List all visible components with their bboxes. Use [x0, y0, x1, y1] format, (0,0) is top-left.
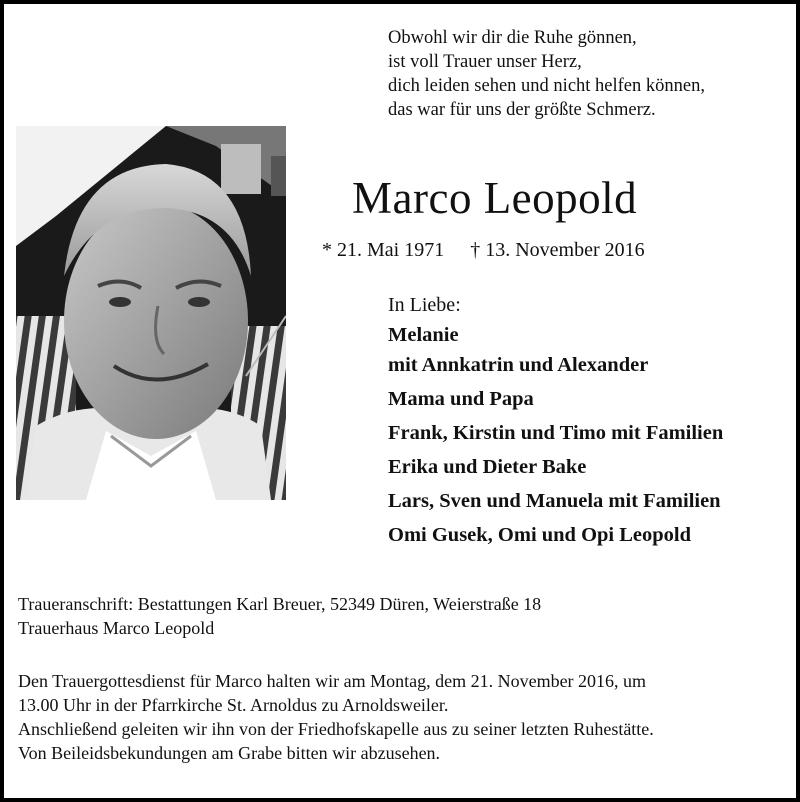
mourner-line: Omi Gusek, Omi und Opi Leopold — [388, 524, 692, 546]
service-line: Den Trauergottesdienst für Marco halten wir am Montag, dem 21. November 2016, um — [18, 671, 647, 691]
address-line: Traueranschrift: Bestattungen Karl Breuer, 52349 Düren, Weierstraße 18 — [18, 594, 542, 614]
mourner-line: Erika und Dieter Bake — [388, 456, 587, 478]
mourner-line: Mama und Papa — [388, 388, 534, 410]
poem — [388, 26, 705, 122]
deceased-name: Marco Leopold — [352, 173, 638, 223]
mourner-line: Melanie — [388, 324, 459, 346]
poem-line: ist voll Trauer unser Herz, — [388, 52, 582, 72]
life-dates — [322, 236, 645, 264]
mourner-line: Lars, Sven und Manuela mit Familien — [388, 490, 721, 512]
condolence-address — [18, 592, 541, 640]
mourner-line: Frank, Kirstin und Timo mit Familien — [388, 422, 724, 444]
service-line: 13.00 Uhr in der Pfarrkirche St. Arnoldus zu Arnoldsweiler. — [18, 695, 449, 715]
poem-line: das war für uns der größte Schmerz. — [388, 100, 656, 120]
mourners-intro: In Liebe: — [388, 294, 461, 316]
service-line: Anschließend geleiten wir ihn von der Friedhofskapelle aus zu seiner letzten Ruhestätte. — [18, 719, 654, 739]
birth-date: * 21. Mai 1971 — [322, 239, 445, 261]
mourners-list — [388, 322, 723, 552]
death-date: † 13. November 2016 — [470, 239, 645, 261]
service-line: Von Beileidsbekundungen am Grabe bitten wir abzusehen. — [18, 743, 441, 763]
portrait-photo — [16, 126, 286, 500]
mourner-line: mit Annkatrin und Alexander — [388, 354, 649, 376]
address-line: Trauerhaus Marco Leopold — [18, 618, 215, 638]
poem-line: dich leiden sehen und nicht helfen können, — [388, 76, 705, 96]
funeral-service-info — [18, 669, 790, 765]
poem-line: Obwohl wir dir die Ruhe gönnen, — [388, 28, 637, 48]
